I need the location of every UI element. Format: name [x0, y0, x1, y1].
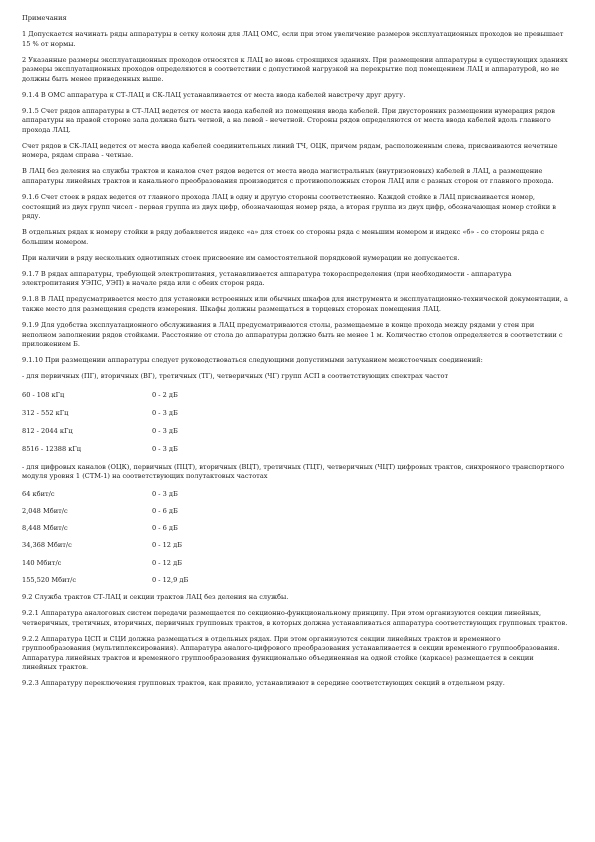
clause-9-1-7: 9.1.7 В рядах аппаратуры, требующей электропитания, устанавливается аппаратура токораспределения (при необходимости - аппаратура электропитания УЭПС, УЭП) в начале ряда или с обеих сторон ряда.	[22, 269, 512, 288]
attenuation-value: 0 - 3 дБ	[152, 426, 178, 435]
analog-attenuation-table	[22, 391, 570, 455]
sk-lac-row-count: Счет рядов в СК-ЛАЦ ведется от места ввода кабелей соединительных линий ТЧ, ОЦК, причем рядам, расположенным слева, присваиваются нечетные номера, рядам справа - четные.	[22, 141, 558, 160]
note-2: 2 Указанные размеры эксплуатационных проходов относятся к ЛАЦ во вновь строящихся зданиях. При размещении аппаратуры в существующих зданиях размеры эксплуатационных проходов определяются в соответствии с допустимой нагрузкой на перекрытие под помещением ЛАЦ и аппаратурой, но не должны быть менее приведенных выше.	[22, 55, 568, 83]
clause-9-1-6: 9.1.6 Счет стоек в рядах ведется от главного прохода ЛАЦ в одну и другую стороны соответственно. Каждой стойке в ЛАЦ присваивается номер, состоящий из двух групп чисел - первая группа из двух цифр, обозначающая номер ряда, а вторая группа из двух цифр, обозначающая номер стойки в ряду.	[22, 193, 556, 221]
bit-rate: 155,520 Мбит/с	[22, 575, 77, 584]
clause-9-1-4: 9.1.4 В ОМС аппаратура к СТ-ЛАЦ и СК-ЛАЦ устанавливается от места ввода кабелей навстречу друг другу.	[22, 90, 406, 99]
bit-rate: 34,368 Мбит/с	[22, 541, 72, 550]
frequency-band: 8516 - 12388 кГц	[22, 444, 81, 453]
attenuation-value: 0 - 2 дБ	[152, 390, 178, 399]
attenuation-value: 0 - 12 дБ	[152, 558, 183, 567]
frequency-band: 60 - 108 кГц	[22, 390, 65, 399]
table-row	[22, 559, 570, 569]
section-9-2-heading: 9.2 Служба трактов СТ-ЛАЦ и секции трактов ЛАЦ без деления на службы.	[22, 592, 289, 601]
attenuation-value: 0 - 6 дБ	[152, 524, 178, 533]
attenuation-value: 0 - 12 дБ	[152, 541, 183, 550]
clause-9-1-5: 9.1.5 Счет рядов аппаратуры в СТ-ЛАЦ ведется от места ввода кабелей из помещения ввода кабелей. При двусторонних размещении нумерация рядов аппаратуры на правой стороне зала должна быть четной, а на левой - нечетной. Стороны рядов определяются от места ввода кабелей вдоль главного прохода ЛАЦ.	[22, 106, 555, 134]
digital-attenuation-table	[22, 490, 570, 586]
numbering-paragraph: При наличии в ряду нескольких однотипных стоек присвоение им самостоятельной порядковой нумерации не допускается.	[22, 253, 460, 262]
table-row	[22, 445, 570, 455]
clause-9-1-10: 9.1.10 При размещении аппаратуры следует руководствоваться следующими допустимыми затуханием межстоечных соединений:	[22, 356, 483, 365]
attenuation-value: 0 - 6 дБ	[152, 507, 178, 515]
bit-rate: 64 кбит/с	[22, 489, 55, 498]
clause-9-2-2: 9.2.2 Аппаратура ЦСП и СЦИ должна размещаться в отдельных рядах. При этом организуются секции линейных трактов и временного группообразования (мультиплексирования). Аппаратура аналого-цифрового преобразования устанавливается в секции временного группообразования. Аппаратура линейных трактов и временного группообразования функционально объединенная на одной стойке (каркасе) размещается в секции линейных трактов.	[22, 634, 560, 672]
table-row	[22, 427, 570, 437]
table-row	[22, 524, 570, 534]
clause-9-1-9: 9.1.9 Для удобства эксплуатационного обслуживания в ЛАЦ предусматриваются столы, размещаемые в конце прохода между рядами у стен при неполном заполнении рядов стойками. Расстояние от стола до аппаратуры должно быть не менее 1 м. Количество столов определяется в соответствии с приложением Б.	[22, 320, 563, 349]
bit-rate: 140 Мбит/с	[22, 558, 62, 567]
attenuation-value: 0 - 3 дБ	[152, 408, 178, 417]
table-row	[22, 490, 570, 500]
attenuation-value: 0 - 3 дБ	[152, 489, 178, 498]
attenuation-value: 0 - 12,9 дБ	[152, 575, 189, 584]
table-row	[22, 541, 570, 551]
bit-rate: 8,448 Мбит/с	[22, 524, 68, 533]
lac-row-count: В ЛАЦ без деления на службы трактов и каналов счет рядов ведется от места ввода магистральных (внутризоновых) кабелей в ЛАЦ, а размещение аппаратуры линейных трактов и канального преобразования производится с противоположных сторон ЛАЦ или с разных сторон от главного прохода.	[22, 167, 554, 186]
document-title: Примечания	[22, 14, 67, 22]
bit-rate: 2,048 Мбит/с	[22, 507, 68, 515]
table-row	[22, 391, 570, 401]
table-row	[22, 576, 570, 586]
rack-index-paragraph: В отдельных рядах к номеру стойки в ряду добавляется индекс «а» для стоек со стороны ряда с меньшим номером и индекс «б» - со стороны ряда с большим номером.	[22, 228, 545, 246]
clause-9-2-3: 9.2.3 Аппаратуру переключения групповых трактов, как правило, устанавливают в середине соответствующих секций в отдельном ряду.	[22, 679, 505, 688]
table-row	[22, 409, 570, 419]
frequency-band: 312 - 552 кГц	[22, 408, 69, 417]
note-1: 1 Допускается начинать ряды аппаратуры в сетку колонн для ЛАЦ ОМС, если при этом увеличение размеров эксплуатационных проходов не превышает 15 % от нормы.	[22, 29, 564, 48]
clause-9-2-1: 9.2.1 Аппаратура аналоговых систем передачи размещается по секционно-функциональному принципу. При этом организуются секции линейных, четверичных, третичных, вторичных, первичных групповых трактов, в которых должна устанавливаться аппаратура соответствующих групповых трактов.	[22, 608, 568, 627]
attenuation-value: 0 - 3 дБ	[152, 444, 178, 453]
digital-channels-intro: - для цифровых каналов (ОЦК), первичных (ПЦТ), вторичных (ВЦТ), третичных (ТЦТ), четверичных (ЧЦТ) цифровых трактов, синхронного транспортного модуля уровня 1 (СТМ-1) на соответствующих полутактовых частотах	[22, 462, 565, 481]
document-page	[22, 14, 570, 695]
frequency-band: 812 - 2044 кГц	[22, 426, 73, 435]
table-row	[22, 507, 570, 517]
analog-groups-intro: - для первичных (ПГ), вторичных (ВГ), третичных (ТГ), четверичных (ЧГ) групп АСП в соответствующих спектрах частот	[22, 372, 449, 381]
clause-9-1-8: 9.1.8 В ЛАЦ предусматривается место для установки встроенных или обычных шкафов для инструмента и эксплуатационно-технической документации, а также место для размещения средств измерения. Шкафы должны размещаться в торцевых сторонах помещения ЛАЦ.	[22, 295, 568, 313]
